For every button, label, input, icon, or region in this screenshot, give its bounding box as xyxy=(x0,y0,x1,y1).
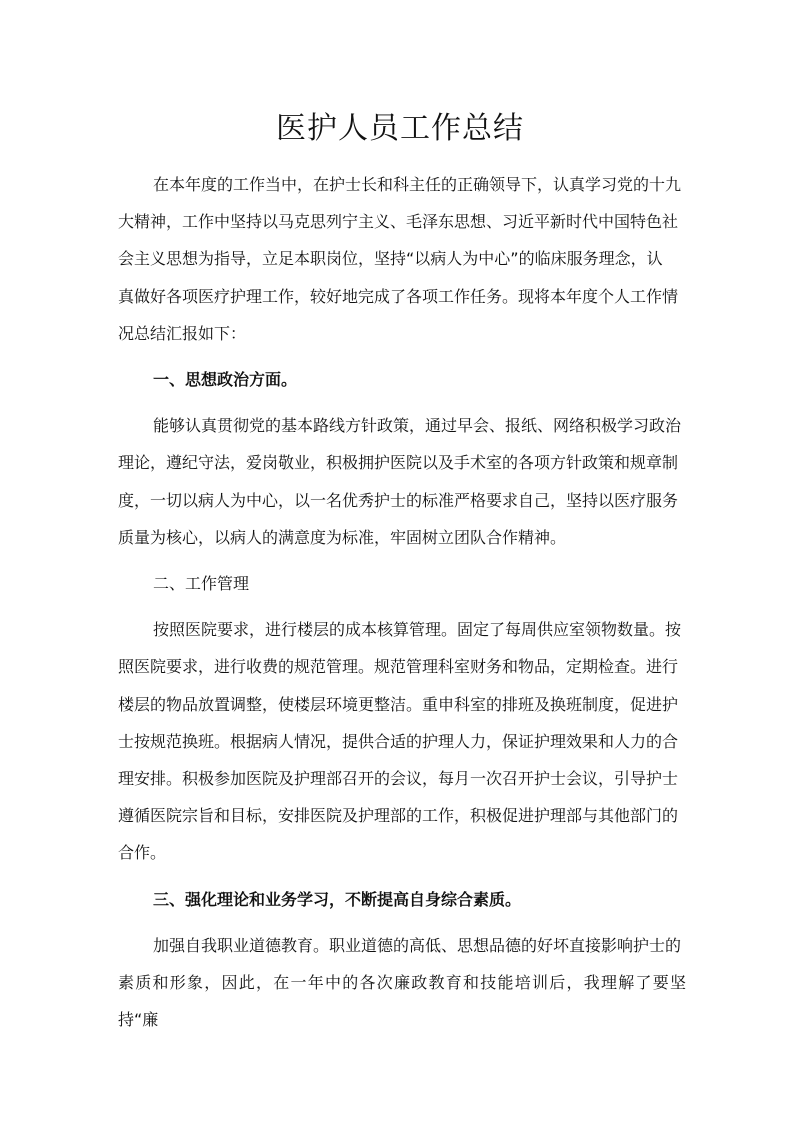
section-body-politics: 能够认真贯彻党的基本路线方针政策，通过早会、报纸、网络积极学习政治 理论，遵纪守法，爱岗敬业，积极拥护医院以及手术室的各项方针政策和规章制 度，一切以病人为中心，以一名优秀护士的标准严格要求自己，坚持以医疗服务 质量为核心，以病人的满意度为标准，牢固树立团队合作精神。 xyxy=(118,416,682,547)
intro-paragraph: 在本年度的工作当中，在护士长和科主任的正确领导下，认真学习党的十九 大精神，工作中坚持以马克思列宁主义、毛泽东思想、习近平新时代中国特色社 会主义思想为指导，立足本职岗位，坚持“以病人为中心”的临床服务理念，认 真做好各项医疗护理工作，较好地完成了各项工作任务。现将本年度个人工作情 况总结汇报如下： xyxy=(118,175,682,343)
document-title: 医护人员工作总结 xyxy=(276,111,524,146)
section-heading-politics: 一、思想政治方面。 xyxy=(153,370,298,390)
section-heading-management: 二、工作管理 xyxy=(153,574,250,594)
section-heading-study: 三、强化理论和业务学习，不断提高自身综合素质。 xyxy=(153,889,522,909)
section-body-management: 按照医院要求，进行楼层的成本核算管理。固定了每周供应室领物数量。按 照医院要求，进行收费的规范管理。规范管理科室财务和物品，定期检查。进行 楼层的物品放置调整，使楼层环境更整洁。重申科室的排班及换班制度，促进护 士按规范换班。根据病人情况，提供合适的护理人力，保证护理效果和人力的合 理安排。积极参加医院及护理部召开的会议，每月一次召开护士会议，引导护士 遵循医院宗旨和目标，安排医院及护理部的工作，积极促进护理部与其他部门的 合作。 xyxy=(118,620,682,863)
section-body-study: 加强自我职业道德教育。职业道德的高低、思想品德的好坏直接影响护士的 素质和形象，因此，在一年中的各次廉政教育和技能培训后，我理解了要坚持“廉 xyxy=(118,935,686,1030)
document-body xyxy=(118,166,686,1047)
